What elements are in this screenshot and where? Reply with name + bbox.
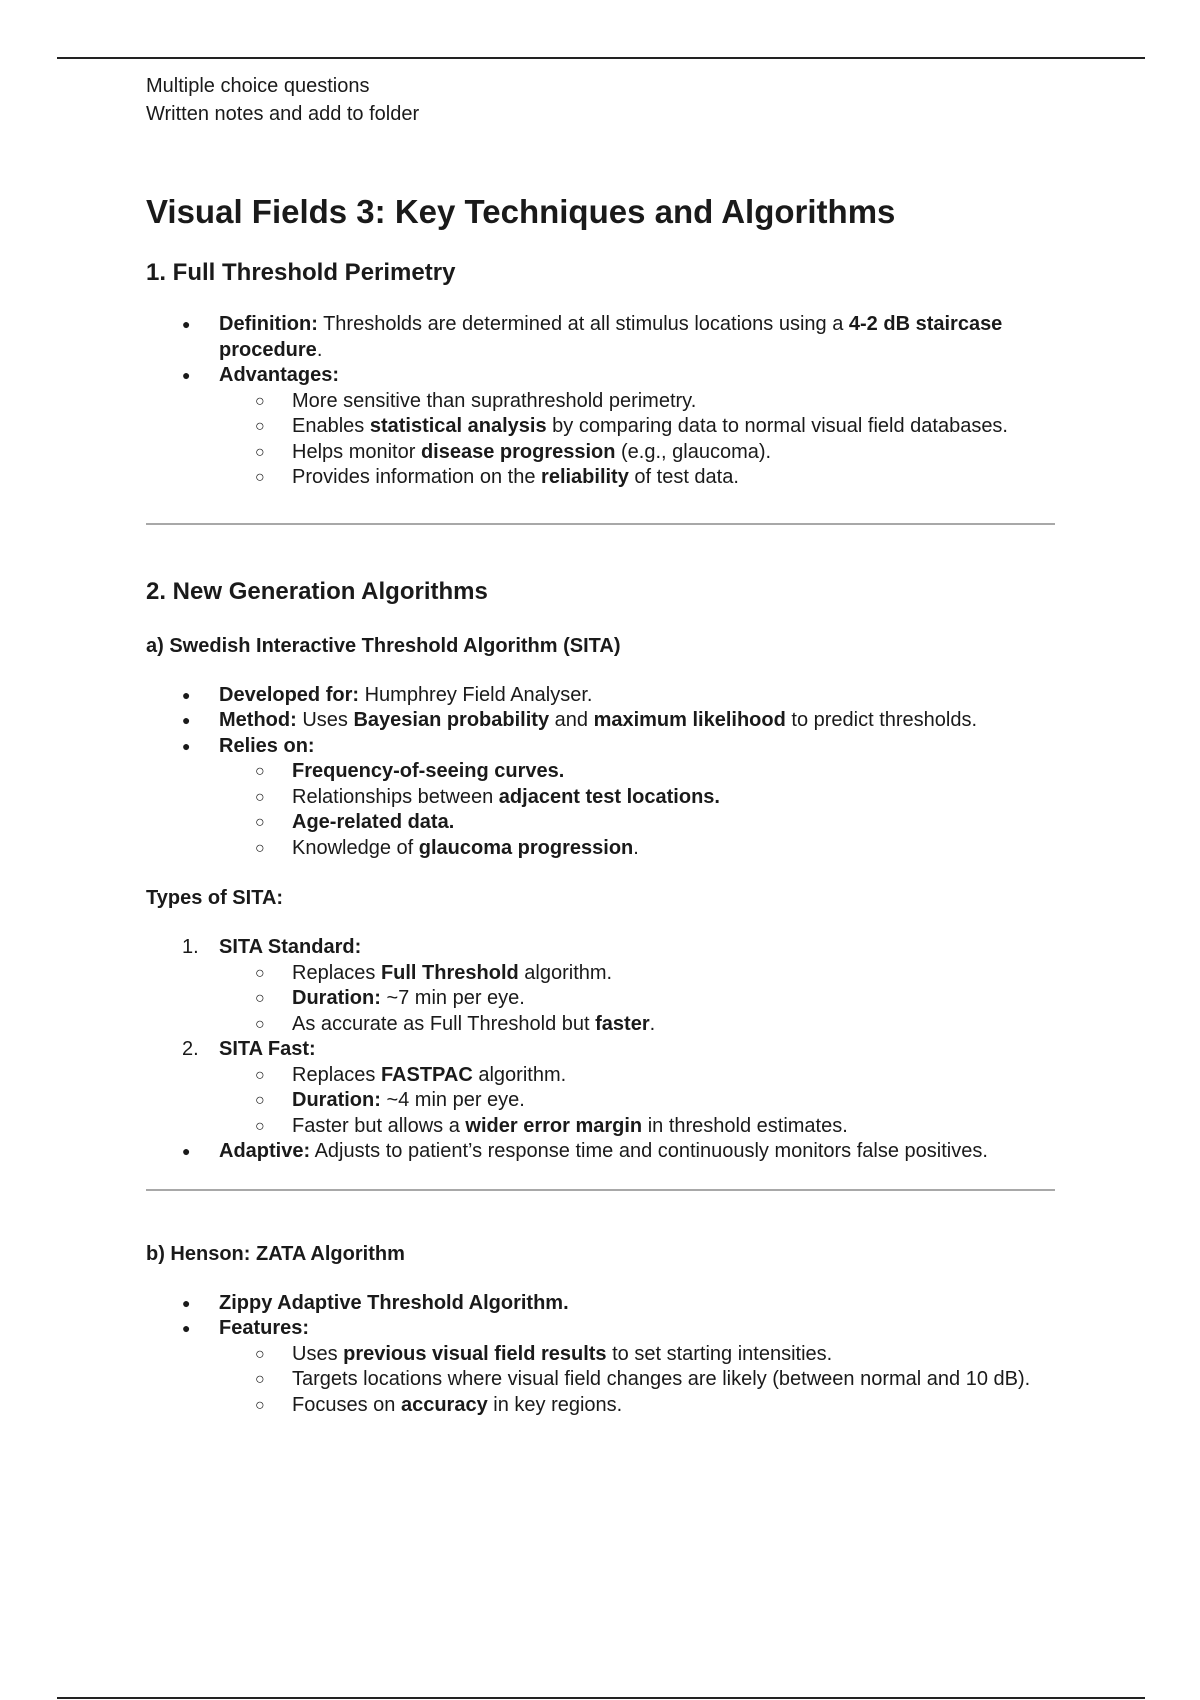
bottom-rule <box>57 1697 1145 1699</box>
bullet-icon: ● <box>182 1294 191 1311</box>
item-text: Knowledge of <box>292 836 419 859</box>
item-label: Definition: <box>219 313 318 335</box>
sub-list-item <box>219 414 1066 440</box>
sub-bullet-icon: ○ <box>255 814 265 831</box>
list-item <box>146 1291 1066 1317</box>
section-heading: 2. New Generation Algorithms <box>146 577 488 605</box>
item-text: Replaces <box>292 961 381 984</box>
sub-list-item <box>219 440 1066 466</box>
item-text: . <box>316 338 323 361</box>
list-item <box>146 363 1066 491</box>
sub-bullet-icon: ○ <box>255 1015 265 1033</box>
item-label: Features: <box>219 1317 310 1339</box>
subsection-heading: a) Swedish Interactive Threshold Algorithm (SITA) <box>146 634 621 657</box>
list-item <box>146 935 1066 1037</box>
bullet-icon: ● <box>182 1320 191 1336</box>
item-text: Relationships between <box>292 785 499 808</box>
document-title: Visual Fields 3: Key Techniques and Algorithms <box>146 193 896 230</box>
bullet-icon: ● <box>182 737 191 754</box>
sub-bullet-icon: ○ <box>255 839 265 857</box>
bullet-icon: ● <box>182 316 191 332</box>
item-text: . <box>649 1012 656 1035</box>
sub-bullet-icon: ○ <box>255 1066 265 1084</box>
emphasis: FASTPAC <box>380 1063 473 1086</box>
sub-bullet-icon: ○ <box>255 1345 265 1363</box>
top-rule <box>57 57 1145 59</box>
item-label: SITA Standard: <box>219 936 362 958</box>
emphasis: faster <box>595 1012 650 1035</box>
bullet-icon: ● <box>182 712 191 728</box>
sub-list-item <box>219 785 1066 811</box>
item-label: Relies on: <box>219 734 315 757</box>
sub-list-item <box>219 836 1066 862</box>
item-text: Helps monitor <box>292 440 421 463</box>
item-text: (e.g., glaucoma). <box>615 440 772 463</box>
item-text: Targets locations where visual field changes are likely (between normal and 10 dB). <box>292 1368 1031 1390</box>
item-text: of test data. <box>628 466 739 488</box>
subsection-heading: b) Henson: ZATA Algorithm <box>146 1242 405 1265</box>
horizontal-divider <box>146 523 1055 525</box>
emphasis: reliability <box>541 466 629 488</box>
bullet-icon: ● <box>182 367 191 383</box>
sub-list <box>219 389 1066 491</box>
item-text: to predict thresholds. <box>785 709 978 731</box>
emphasis: wider error margin <box>465 1114 643 1137</box>
item-text: Humphrey Field Analyser. <box>359 683 593 706</box>
emphasis: Full Threshold <box>380 961 519 984</box>
item-text: Faster but allows a <box>292 1114 466 1137</box>
item-text: by comparing data to normal visual field databases. <box>546 415 1008 437</box>
list-item <box>146 734 1066 862</box>
emphasis: Duration: <box>292 1089 381 1111</box>
sub-list-item <box>219 1393 1066 1419</box>
item-label: Method: <box>219 709 297 731</box>
numbered-list <box>146 935 1066 1139</box>
emphasis: Frequency-of-seeing curves. <box>292 760 565 782</box>
sub-bullet-icon: ○ <box>255 1371 265 1388</box>
header-note: Multiple choice questions <box>146 75 370 97</box>
item-text: Adjusts to patient’s response time and continuously monitors false positives. <box>310 1140 988 1162</box>
item-text: and <box>549 709 594 731</box>
bullet-list <box>146 1139 1066 1165</box>
header-note: Written notes and add to folder <box>146 103 420 125</box>
sub-bullet-icon: ○ <box>255 443 265 461</box>
item-text: algorithm. <box>518 961 613 984</box>
list-item <box>146 683 1066 709</box>
item-label: Developed for: <box>219 683 360 706</box>
bullet-list <box>146 1291 1066 1419</box>
emphasis: accuracy <box>400 1393 488 1416</box>
item-text: Provides information on the <box>292 466 542 488</box>
item-text: Uses <box>292 1342 344 1365</box>
item-text: Enables <box>292 415 370 437</box>
sub-list-item <box>219 810 1066 836</box>
item-text: Thresholds are determined at all stimulus locations using a <box>317 313 849 335</box>
emphasis: statistical analysis <box>369 415 547 437</box>
item-label: SITA Fast: <box>219 1038 316 1060</box>
sub-bullet-icon: ○ <box>255 418 265 435</box>
sub-list-item <box>219 389 1066 415</box>
item-label: Adaptive: <box>219 1140 311 1162</box>
sub-list-item <box>219 1342 1066 1368</box>
bullet-list <box>146 312 1066 491</box>
list-item <box>146 1316 1066 1418</box>
item-text: . <box>633 836 639 859</box>
emphasis: Bayesian probability <box>353 709 550 731</box>
emphasis: maximum likelihood <box>593 709 786 731</box>
emphasis: glaucoma progression <box>418 836 634 859</box>
sub-bullet-icon: ○ <box>255 788 265 806</box>
item-text: to set starting intensities. <box>606 1342 833 1365</box>
sub-list <box>219 961 1066 1038</box>
types-heading: Types of SITA: <box>146 887 284 909</box>
item-text: As accurate as Full Threshold but <box>292 1012 596 1035</box>
item-label: Advantages: <box>219 364 340 386</box>
sub-list-item <box>219 1012 1066 1038</box>
item-text: in threshold estimates. <box>642 1114 848 1137</box>
item-text: More sensitive than suprathreshold perimetry. <box>292 389 697 412</box>
sub-list-item <box>219 1114 1066 1140</box>
list-item <box>146 1139 1066 1165</box>
sub-list-item <box>219 1367 1066 1393</box>
item-text: Focuses on <box>292 1393 401 1416</box>
sub-list <box>219 1342 1066 1419</box>
bullet-icon: ● <box>182 686 191 703</box>
sub-bullet-icon: ○ <box>255 469 265 486</box>
sub-bullet-icon: ○ <box>255 1092 265 1109</box>
horizontal-divider <box>146 1189 1055 1191</box>
sub-bullet-icon: ○ <box>255 392 265 410</box>
sub-bullet-icon: ○ <box>255 1396 265 1414</box>
sub-list-item <box>219 961 1066 987</box>
emphasis: Duration: <box>292 987 381 1009</box>
sub-list-item <box>219 759 1066 785</box>
list-number: 1. <box>182 936 199 958</box>
bullet-list <box>146 683 1066 862</box>
list-item <box>146 1037 1066 1139</box>
sub-list-item <box>219 1088 1066 1114</box>
emphasis: 4-2 dB staircase procedure <box>219 313 1003 361</box>
emphasis: adjacent test locations. <box>498 785 720 808</box>
sub-list-item <box>219 986 1066 1012</box>
sub-bullet-icon: ○ <box>255 1117 265 1135</box>
bullet-icon: ● <box>182 1143 191 1159</box>
list-number: 2. <box>182 1038 199 1060</box>
emphasis: disease progression <box>420 440 616 463</box>
emphasis: previous visual field results <box>343 1342 607 1365</box>
sub-bullet-icon: ○ <box>255 990 265 1007</box>
sub-bullet-icon: ○ <box>255 763 265 780</box>
item-text: in key regions. <box>487 1393 623 1416</box>
item-text: Uses <box>296 709 354 731</box>
item-text: ~4 min per eye. <box>380 1089 525 1111</box>
section-heading: 1. Full Threshold Perimetry <box>146 259 456 286</box>
list-item <box>146 312 1066 363</box>
document-page <box>146 72 1066 1418</box>
list-item <box>146 708 1066 734</box>
item-label: Zippy Adaptive Threshold Algorithm. <box>219 1291 569 1314</box>
sub-list-item <box>219 1063 1066 1089</box>
emphasis: Age-related data. <box>292 811 455 833</box>
sub-bullet-icon: ○ <box>255 964 265 982</box>
sub-list <box>219 1063 1066 1140</box>
item-text: Replaces <box>292 1063 381 1086</box>
item-text: ~7 min per eye. <box>380 987 525 1009</box>
sub-list-item <box>219 465 1066 491</box>
sub-list <box>219 759 1066 861</box>
item-text: algorithm. <box>472 1063 567 1086</box>
